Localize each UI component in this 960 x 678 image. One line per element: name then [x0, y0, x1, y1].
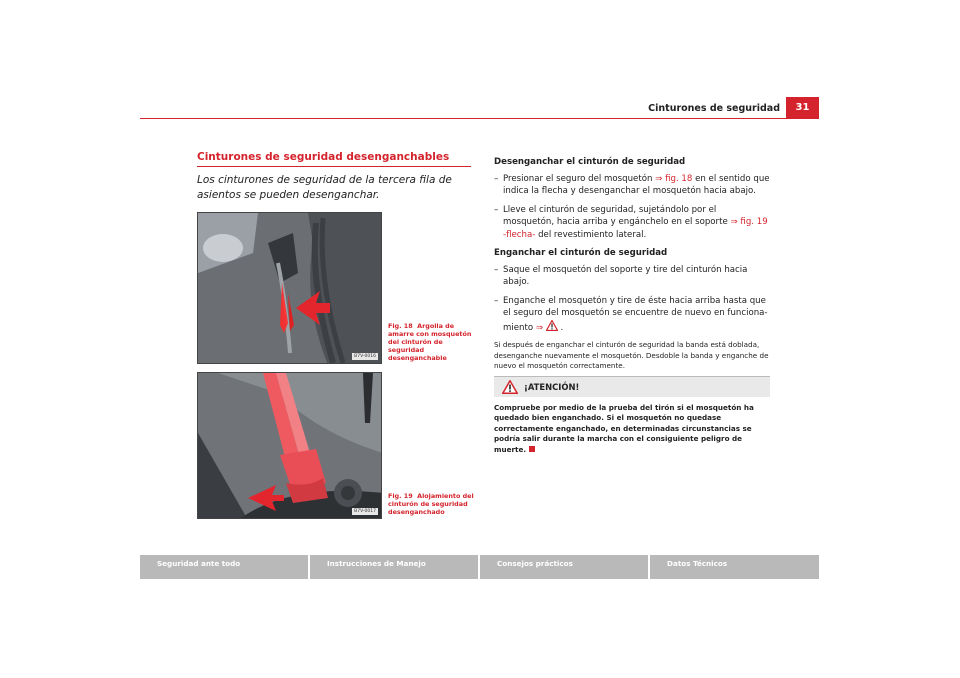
figure-18-caption: [388, 322, 474, 362]
figure-19-label: Fig. 19: [388, 492, 413, 500]
unhook-step-1-text-a: Presionar el seguro del mosquetón: [503, 173, 656, 184]
warning-reference-link[interactable]: ⇒: [535, 322, 544, 333]
figure-19-code: B7V-0017: [354, 509, 376, 514]
page-number: 31: [786, 97, 819, 118]
figure-18-code: B7V-0016: [354, 354, 376, 359]
hook-step-2: [494, 295, 770, 335]
end-of-section-square-icon: [529, 446, 535, 452]
footer-tab-operating-instructions[interactable]: Instrucciones de Manejo: [310, 555, 480, 579]
hook-step-2-text-b: .: [557, 322, 564, 333]
footer-navigation: [140, 555, 819, 579]
warning-box: [494, 376, 770, 454]
hook-step-1: [494, 264, 770, 289]
header-divider: [140, 118, 819, 119]
fig-18-reference-link[interactable]: ⇒ fig. 18: [655, 173, 693, 184]
section-title: Cinturones de seguridad desenganchables: [197, 151, 450, 163]
warning-triangle-icon: [546, 320, 558, 331]
step-dash: –: [494, 264, 499, 275]
footer-tab-technical-data[interactable]: Datos Técnicos: [650, 555, 819, 579]
figure-19-caption-text: Alojamiento del cinturón de seguridad desenganchado: [388, 492, 474, 516]
footer-tab-practical-tips[interactable]: Consejos prácticos: [480, 555, 650, 579]
figure-18-label: Fig. 18: [388, 322, 413, 330]
instructions-column: [494, 156, 770, 372]
step-dash: –: [494, 295, 499, 306]
unhook-heading: Desenganchar el cinturón de seguridad: [494, 157, 686, 167]
step-dash: –: [494, 173, 499, 184]
unhook-step-1: [494, 173, 770, 198]
figure-18-image: [197, 212, 382, 364]
fig-19-reference-link[interactable]: ⇒ fig. 19 -flecha-: [503, 217, 768, 240]
figure-19-image: [197, 372, 382, 519]
warning-body: Compruebe por medio de la prueba del tirón si el mosquetón ha quedado bien enganchado. Si el mosquetón no quedase correctamente enganchado, en determinadas circunstancias se podría salir durante la marcha con el consiguiente peligro de muerte.: [494, 403, 754, 454]
unhook-step-2-text-a: Lleve el cinturón de seguridad, sujetándolo por el mosquetón, hacia arriba y engánchelo en el soporte: [503, 204, 731, 227]
figure-19-caption: [388, 492, 474, 516]
unhook-step-2: [494, 204, 770, 242]
step-dash: –: [494, 204, 499, 215]
figure-18-caption-text: Argolla de amarre con mosquetón del cinturón de seguridad desenganchable: [388, 322, 472, 362]
unhook-step-2-text-b: del revestimiento lateral.: [535, 229, 647, 240]
section-intro: Los cinturones de seguridad de la tercera fila de asientos se pueden desenganchar.: [197, 174, 452, 201]
footer-tab-safety[interactable]: Seguridad ante todo: [140, 555, 310, 579]
warning-title: ¡ATENCIÓN!: [524, 382, 580, 392]
warning-triangle-icon: [502, 380, 518, 394]
hook-step-2-text-a: Enganche el mosquetón y tire de éste hacia arriba hasta que el seguro del mosquetón se encuentre de nuevo en funciona-miento: [503, 295, 768, 333]
warning-text: [494, 403, 769, 455]
unhook-step-1-text-b: en el sentido que indica la flecha y desenganchar el mosquetón hacia abajo.: [503, 173, 770, 196]
warning-header: [494, 377, 770, 397]
running-header-title: Cinturones de seguridad: [648, 103, 780, 114]
hook-step-1-text: Saque el mosquetón del soporte y tire del cinturón hacia abajo.: [503, 264, 748, 287]
section-divider: [197, 166, 471, 167]
hook-heading: Enganchar el cinturón de seguridad: [494, 248, 668, 258]
note-paragraph: Si después de enganchar el cinturón de seguridad la banda está doblada, desenganche nuevamente el mosquetón. Desdoble la banda y enganche de nuevo el mosquetón correctamente.: [494, 340, 769, 370]
